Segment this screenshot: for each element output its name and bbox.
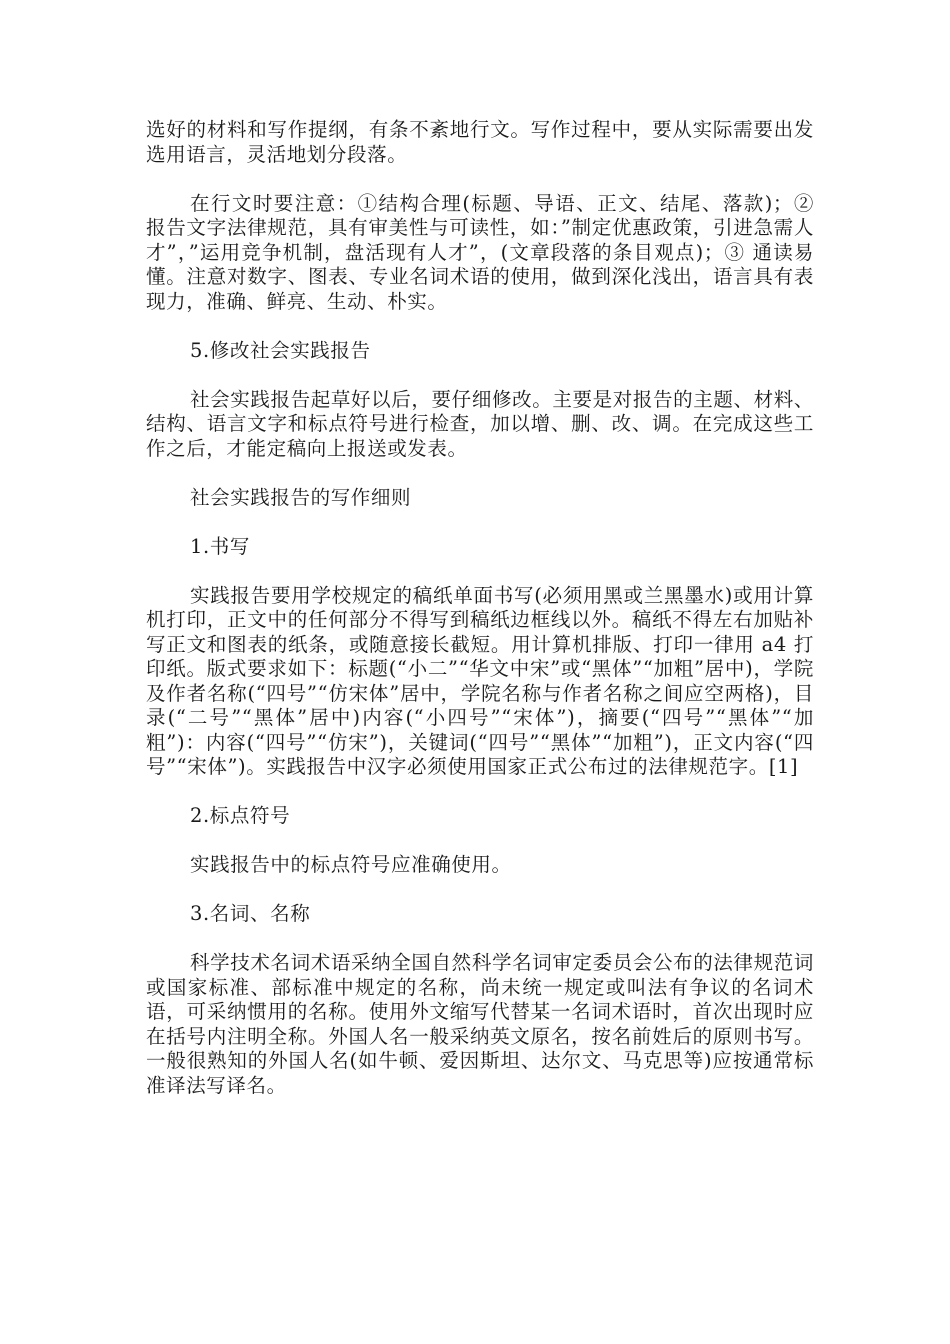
section-heading-rules: 社会实践报告的写作细则 xyxy=(190,485,412,509)
section-heading-writing: 1.书写 xyxy=(190,534,251,558)
paragraph-revise: 社会实践报告起草好以后，要仔细修改。主要是对报告的主题、材料、结构、语言文字和标点符号进行检查，加以增、删、改、调。在完成这些工作之后，才能定稿向上报送或发表。 xyxy=(146,387,814,460)
section-heading-revise: 5.修改社会实践报告 xyxy=(190,338,371,362)
paragraph-writing-format: 实践报告要用学校规定的稿纸单面书写(必须用黑或兰黑墨水)或用计算机打印，正文中的任何部分不得写到稿纸边框线以外。稿纸不得左右加贴补写正文和图表的纸条，或随意接长截短。用计算机排版、打印一律用 a4 打印纸。版式要求如下：标题(“小二”“华文中宋”或“黑体”“加粗”居中)，学院及作者名称(“四号”“仿宋体”居中，学院名称与作者名称之间应空两格)，目录(“二号”“黑体”居中)内容(“小四号”“宋体”)，摘要(“四号”“黑体”“加粗”)：内容(“四号”“仿宋”)，关键词(“四号”“黑体”“加粗”)，正文内容(“四号”“宋体”)。实践报告中汉字必须使用国家正式公布过的法律规范字。[1] xyxy=(146,583,814,778)
paragraph-writing-outline: 选好的材料和写作提纲，有条不紊地行文。写作过程中，要从实际需要出发选用语言，灵活地划分段落。 xyxy=(146,118,814,166)
section-heading-terms: 3.名词、名称 xyxy=(190,902,311,925)
paragraph-terms: 科学技术名词术语采纳全国自然科学名词审定委员会公布的法律规范词或国家标准、部标准中规定的名称，尚未统一规定或叫法有争议的名词术语，可采纳惯用的名称。使用外文缩写代替某一名词术语时，首次出现时应在括号内注明全称。外国人名一般采纳英文原名，按名前姓后的原则书写。一般很熟知的外国人名(如牛顿、爱因斯坦、达尔文、马克思等)应按通常标准译法写译名。 xyxy=(146,951,814,1097)
document-page xyxy=(146,118,814,1123)
section-heading-punctuation: 2.标点符号 xyxy=(190,804,291,827)
paragraph-writing-notes: 在行文时要注意：①结构合理(标题、导语、正文、结尾、落款)；② 报告文字法律规范，具有审美性与可读性，如：”制定优惠政策，引进急需人才”，”运用竞争机制，盘活现有人才”，(文章段落的条目观点)；③ 通读易懂。注意对数字、图表、专业名词术语的使用，做到深化浅出，语言具有表现力，准确、鲜亮、生动、朴实。 xyxy=(146,191,814,313)
paragraph-punctuation: 实践报告中的标点符号应准确使用。 xyxy=(190,853,512,876)
